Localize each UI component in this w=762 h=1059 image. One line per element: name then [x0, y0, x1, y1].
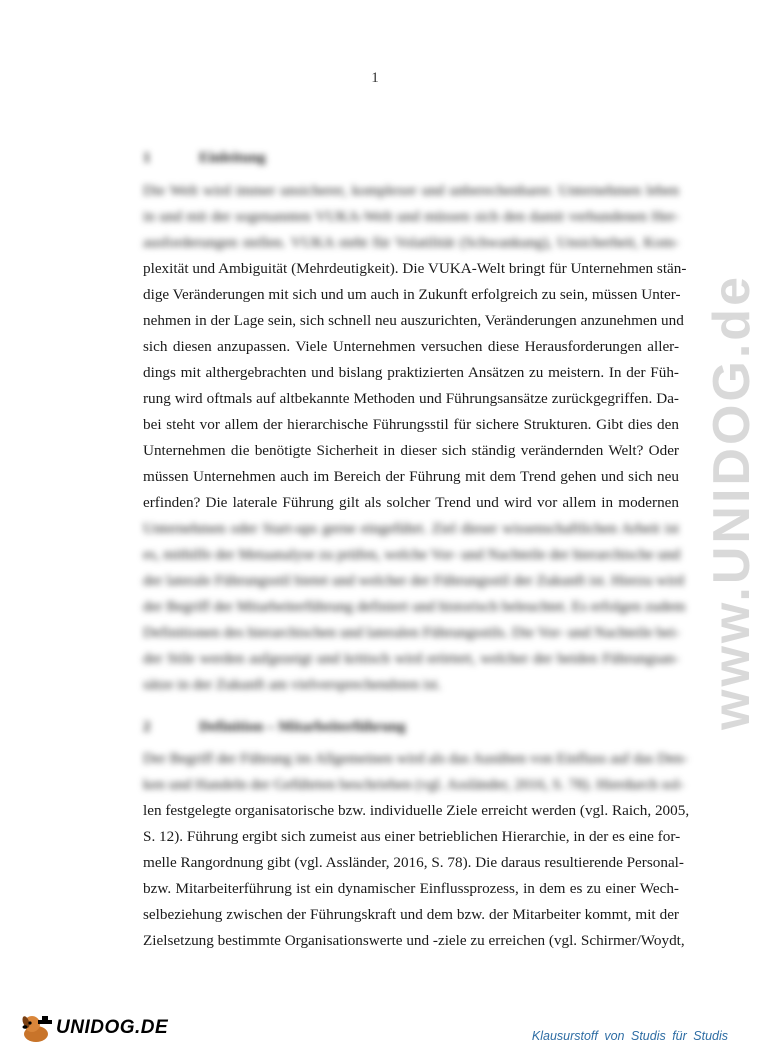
text-line: ausforderungen stellen. VUKA steht für Volatilität (Schwankung), Unsicherheit, Kom- [143, 234, 679, 251]
footer-tagline: Klausurstoff von Studis für Studis [531, 1029, 728, 1043]
logo-text: UNIDOG.DE [56, 1017, 169, 1038]
text-line: ken und Handeln der Geführten beschrieben (vgl. Assländer, 2016, S. 78). Hierdurch sol- [143, 776, 685, 793]
watermark: www.UNIDOG.de [703, 274, 761, 730]
text-line: Unternehmen oder Start-ups gerne eingeführt. Ziel dieser wissenschaftlichen Arbeit ist [143, 520, 679, 537]
text-line: der Stile werden aufgezeigt und kritisch wird erörtert, welcher der beiden Führungsan- [143, 650, 679, 667]
text-line: Die Welt wird immer unsicherer, komplexer und unberechenbarer. Unternehmen leben [143, 182, 679, 199]
text-line: melle Rangordnung gibt (vgl. Assländer, 2016, S. 78). Die daraus resultierende Personal- [143, 854, 684, 871]
text-line: Der Begriff der Führung im Allgemeinen wird als das Ausüben von Einfluss auf das Den- [143, 750, 688, 767]
section-title: Definition – Mitarbeiterführung [199, 719, 406, 735]
section-number: 2 [143, 719, 151, 735]
section-number: 1 [143, 150, 151, 166]
text-line: Zielsetzung bestimmte Organisationswerte und -ziele zu erreichen (vgl. Schirmer/Woydt, [143, 932, 685, 949]
text-line: dings mit althergebrachten und bislang praktizierten Ansätzen zu meistern. In der Füh- [143, 364, 679, 381]
text-line: bei steht vor allem der hierarchische Führungsstil für sichere Strukturen. Gibt dies den [143, 416, 679, 433]
dog-icon [18, 1012, 54, 1044]
text-line: erfinden? Die laterale Führung gilt als solcher Trend und wird vor allem in modernen [143, 494, 679, 511]
page-number: 1 [371, 70, 379, 86]
text-line: Definitionen des hierarchischen und lateralen Führungsstils. Die Vor- und Nachteile bei- [143, 624, 680, 641]
text-line: len festgelegte organisatorische bzw. individuelle Ziele erreicht werden (vgl. Raich, 2005, [143, 802, 690, 819]
text-line: bzw. Mitarbeiterführung ist ein dynamischer Einflussprozess, in dem es zu einer Wech- [143, 880, 679, 897]
text-line: in und mit der sogenannten VUKA-Welt und müssen sich den damit verbundenen Her- [143, 208, 679, 225]
text-line: nehmen in der Lage sein, sich schnell neu auszurichten, Veränderungen anzunehmen und [143, 312, 684, 329]
text-line: müssen Unternehmen auch im Bereich der Führung mit dem Trend gehen und sich neu [143, 468, 679, 485]
definition-paragraph [143, 746, 690, 954]
text-line: der Begriff der Mitarbeiterführung definiert und historisch beleuchtet. Es erfolgen zudem [143, 598, 686, 615]
section-heading-2 [143, 719, 406, 736]
text-line: Unternehmen die benötigte Sicherheit in dieser sich ständig verändernden Welt? Oder [143, 442, 679, 459]
text-line: sich diesen anzupassen. Viele Unternehmen versuchen diese Herausforderungen aller- [143, 338, 679, 355]
section-heading-1 [143, 150, 266, 167]
section-title: Einleitung [199, 150, 266, 166]
text-line: der laterale Führungsstil bietet und welcher der Führungsstil der Zukunft ist. Hierzu wird [143, 572, 685, 589]
text-line: dige Veränderungen mit sich und um auch in Zukunft erfolgreich zu sein, müssen Unter- [143, 286, 681, 303]
text-line: S. 12). Führung ergibt sich zumeist aus einer betrieblichen Hierarchie, in der es eine for- [143, 828, 681, 845]
text-line: selbeziehung zwischen der Führungskraft und dem bzw. der Mitarbeiter kommt, mit der [143, 906, 679, 923]
introduction-paragraph [143, 178, 687, 698]
text-line: sätze in der Zukunft am vielversprechendsten ist. [143, 676, 442, 693]
text-line: es, mithilfe der Metaanalyse zu prüfen, welche Vor- und Nachteile der hierarchische und [143, 546, 681, 563]
unidog-logo[interactable] [18, 1012, 168, 1044]
text-line: rung wird oftmals auf altbekannte Methoden und Führungsansätze zurückgegriffen. Da- [143, 390, 679, 407]
text-line: plexität und Ambiguität (Mehrdeutigkeit). Die VUKA-Welt bringt für Unternehmen stän- [143, 260, 687, 277]
